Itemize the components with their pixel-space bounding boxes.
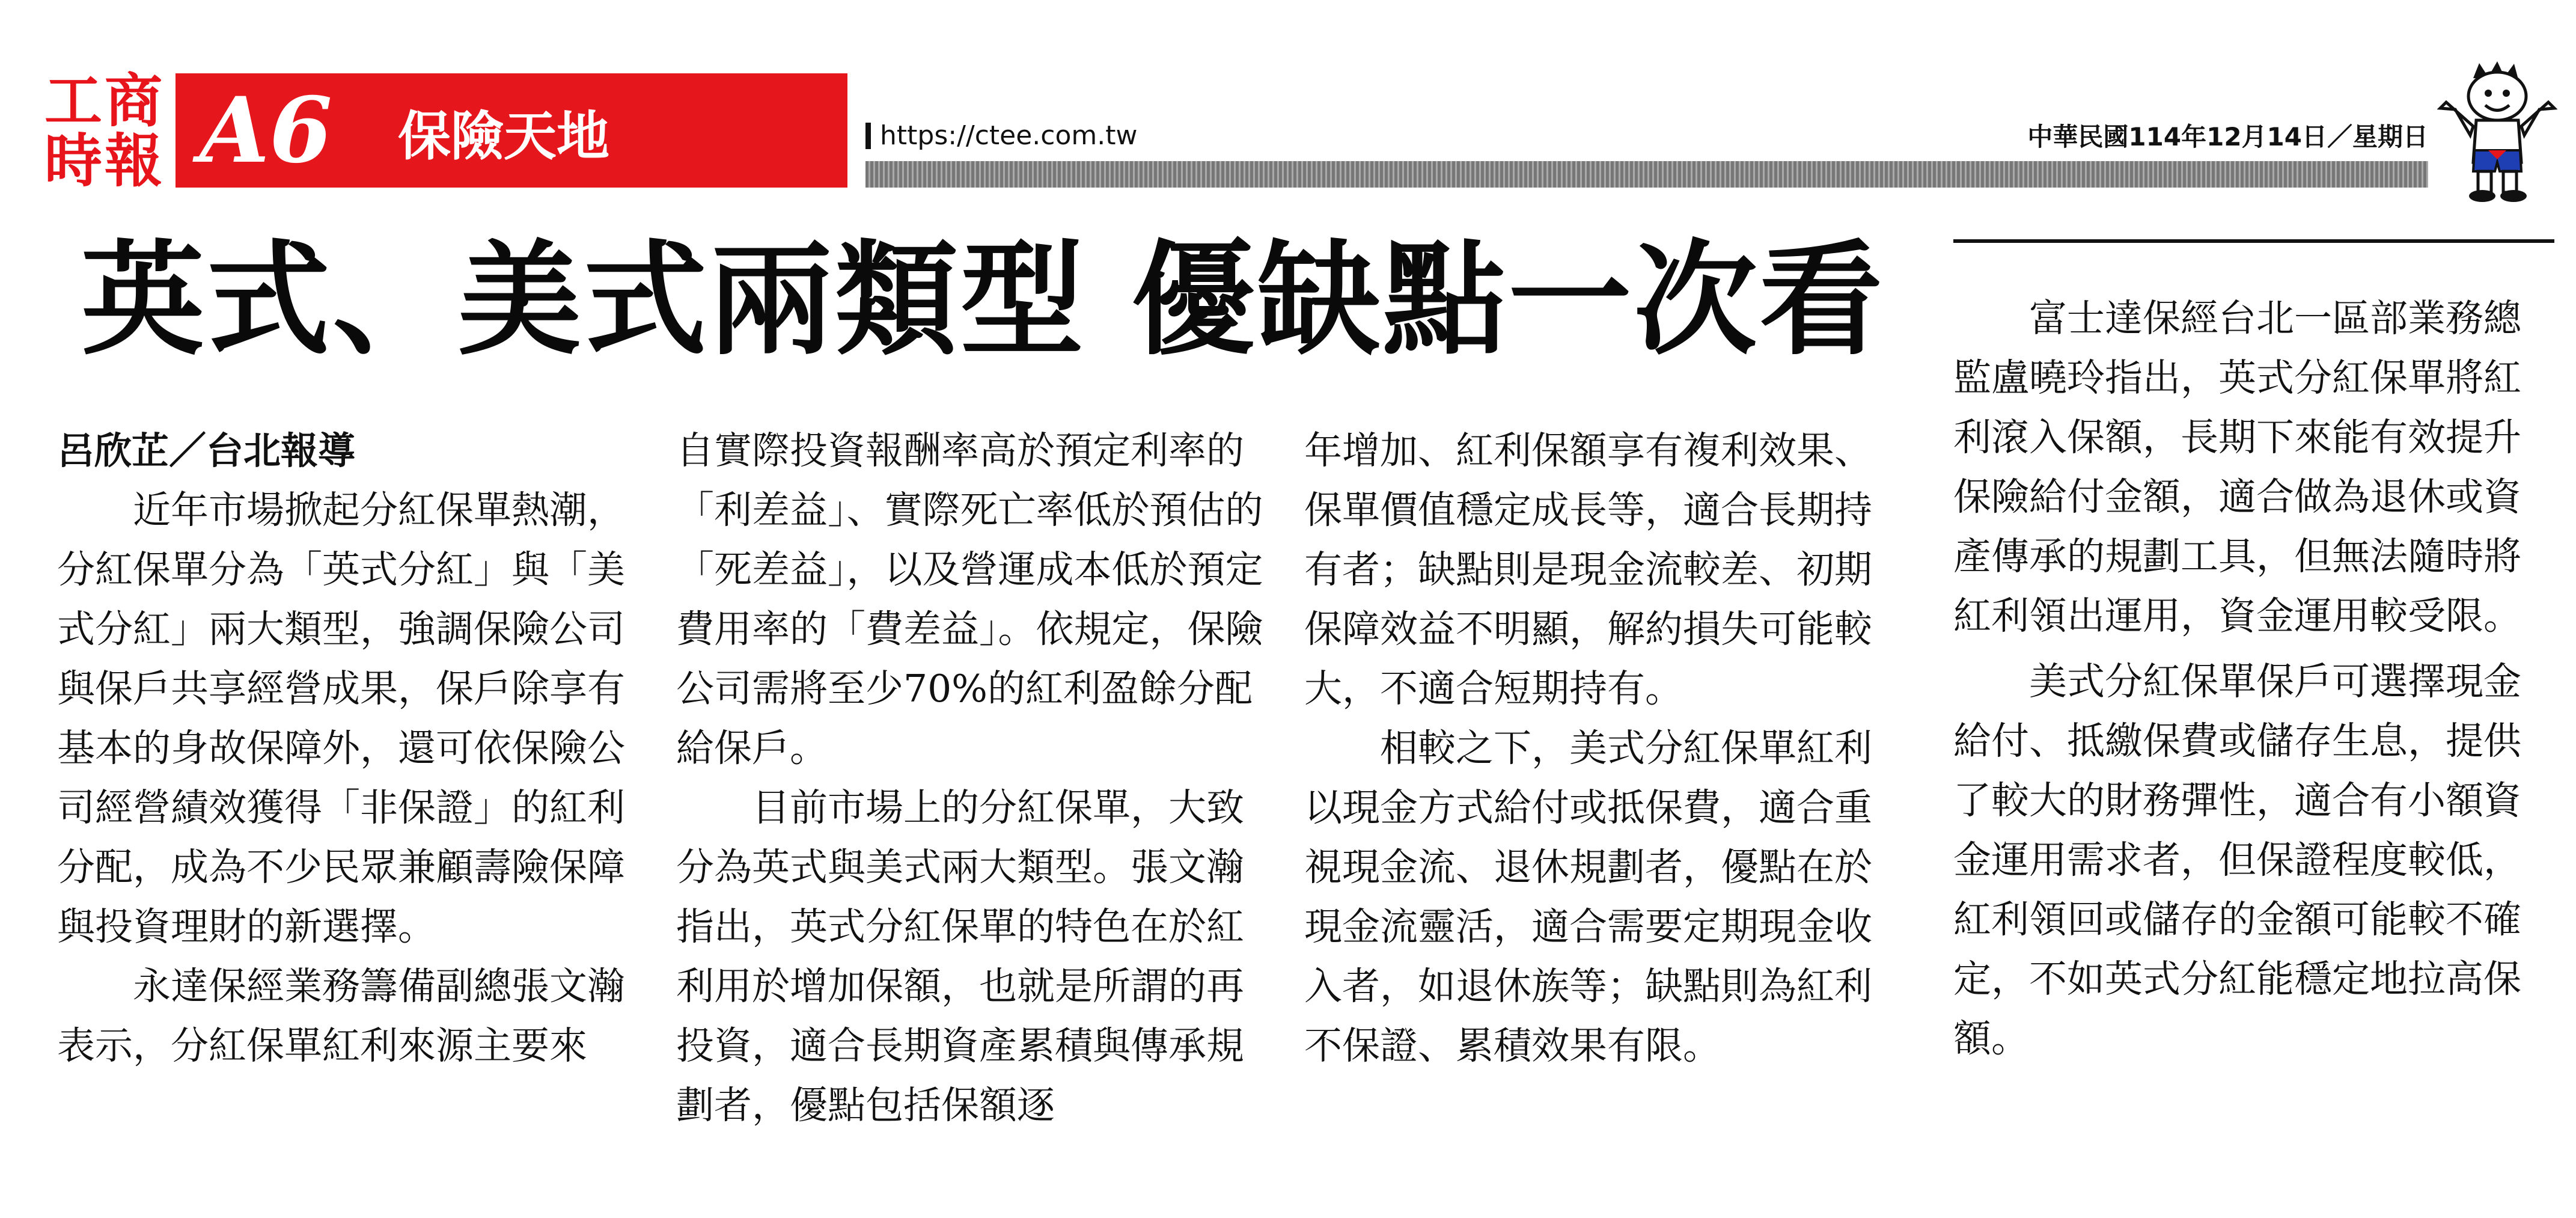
site-url[interactable]	[865, 119, 1137, 153]
site-url-text[interactable]: https://ctee.com.tw	[880, 120, 1138, 151]
page-number: A6	[200, 78, 332, 183]
article-column-2	[676, 421, 1268, 1135]
logo-char: 報	[105, 127, 162, 195]
issue-date: 中華民國114年12月14日／星期日	[2027, 122, 2428, 151]
paragraph: 近年市場掀起分紅保單熱潮，分紅保單分為「英式分紅」與「美式分紅」兩大類型，強調保險公司與保戶共享經營成果，保戶除享有基本的身故保障外，還可依保險公司經營績效獲得「非保證」的紅利分配，成為不少民眾兼顧壽險保障與投資理財的新選擇。	[57, 488, 625, 949]
article-column-4	[1953, 289, 2545, 1074]
paragraph: 自實際投資報酬率高於預定利率的「利差益」、實際死亡率低於預估的「死差益」，以及營運成本低於預定費用率的「費差益」。依規定，保險公司需將至少70%的紅利盈餘分配給保戶。	[676, 429, 1263, 770]
paragraph: 永達保經業務籌備副總張文瀚表示，分紅保單紅利來源主要來	[57, 964, 625, 1068]
cartoon-mascot-icon	[2437, 60, 2557, 204]
paragraph: 富士達保經台北一區部業務總監盧曉玲指出，英式分紅保單將紅利滾入保額，長期下來能有效提升保險給付金額，適合做為退休或資產傳承的規劃工具，但無法隨時將紅利領出運用，資金運用較受限。	[1953, 296, 2521, 638]
section-banner	[175, 73, 847, 188]
article-column-1	[57, 421, 649, 1076]
column-top-rule	[1953, 239, 2554, 243]
logo-char: 時	[44, 127, 102, 195]
logo-char: 工	[44, 67, 102, 135]
newspaper-logo	[43, 67, 166, 195]
paragraph: 相較之下，美式分紅保單紅利以現金方式給付或抵保費，適合重視現金流、退休規劃者，優點在於現金流靈活，適合需要定期現金收入者，如退休族等；缺點則為紅利不保證、累積效果有限。	[1304, 726, 1872, 1068]
masthead-rule	[865, 161, 2428, 188]
article-headline: 英式、美式兩類型 優缺點一次看	[81, 229, 1885, 372]
byline: 呂欣芷／台北報導	[57, 429, 356, 473]
article-column-3	[1304, 421, 1896, 1076]
paragraph: 目前市場上的分紅保單，大致分為英式與美式兩大類型。張文瀚指出，英式分紅保單的特色在於紅利用於增加保額，也就是所謂的再投資，適合長期資產累積與傳承規劃者，優點包括保額逐	[676, 786, 1244, 1127]
paragraph: 年增加、紅利保額享有複利效果、保單價值穩定成長等，適合長期持有者；缺點則是現金流較差、初期保障效益不明顯，解約損失可能較大，不適合短期持有。	[1304, 429, 1872, 711]
logo-char: 商	[105, 67, 162, 135]
section-title: 保險天地	[398, 105, 610, 167]
paragraph: 美式分紅保單保戶可選擇現金給付、抵繳保費或儲存生息，提供了較大的財務彈性，適合有小額資金運用需求者，但保證程度較低，紅利領回或儲存的金額可能較不確定，不如英式分紅能穩定地拉高保額。	[1953, 659, 2521, 1060]
